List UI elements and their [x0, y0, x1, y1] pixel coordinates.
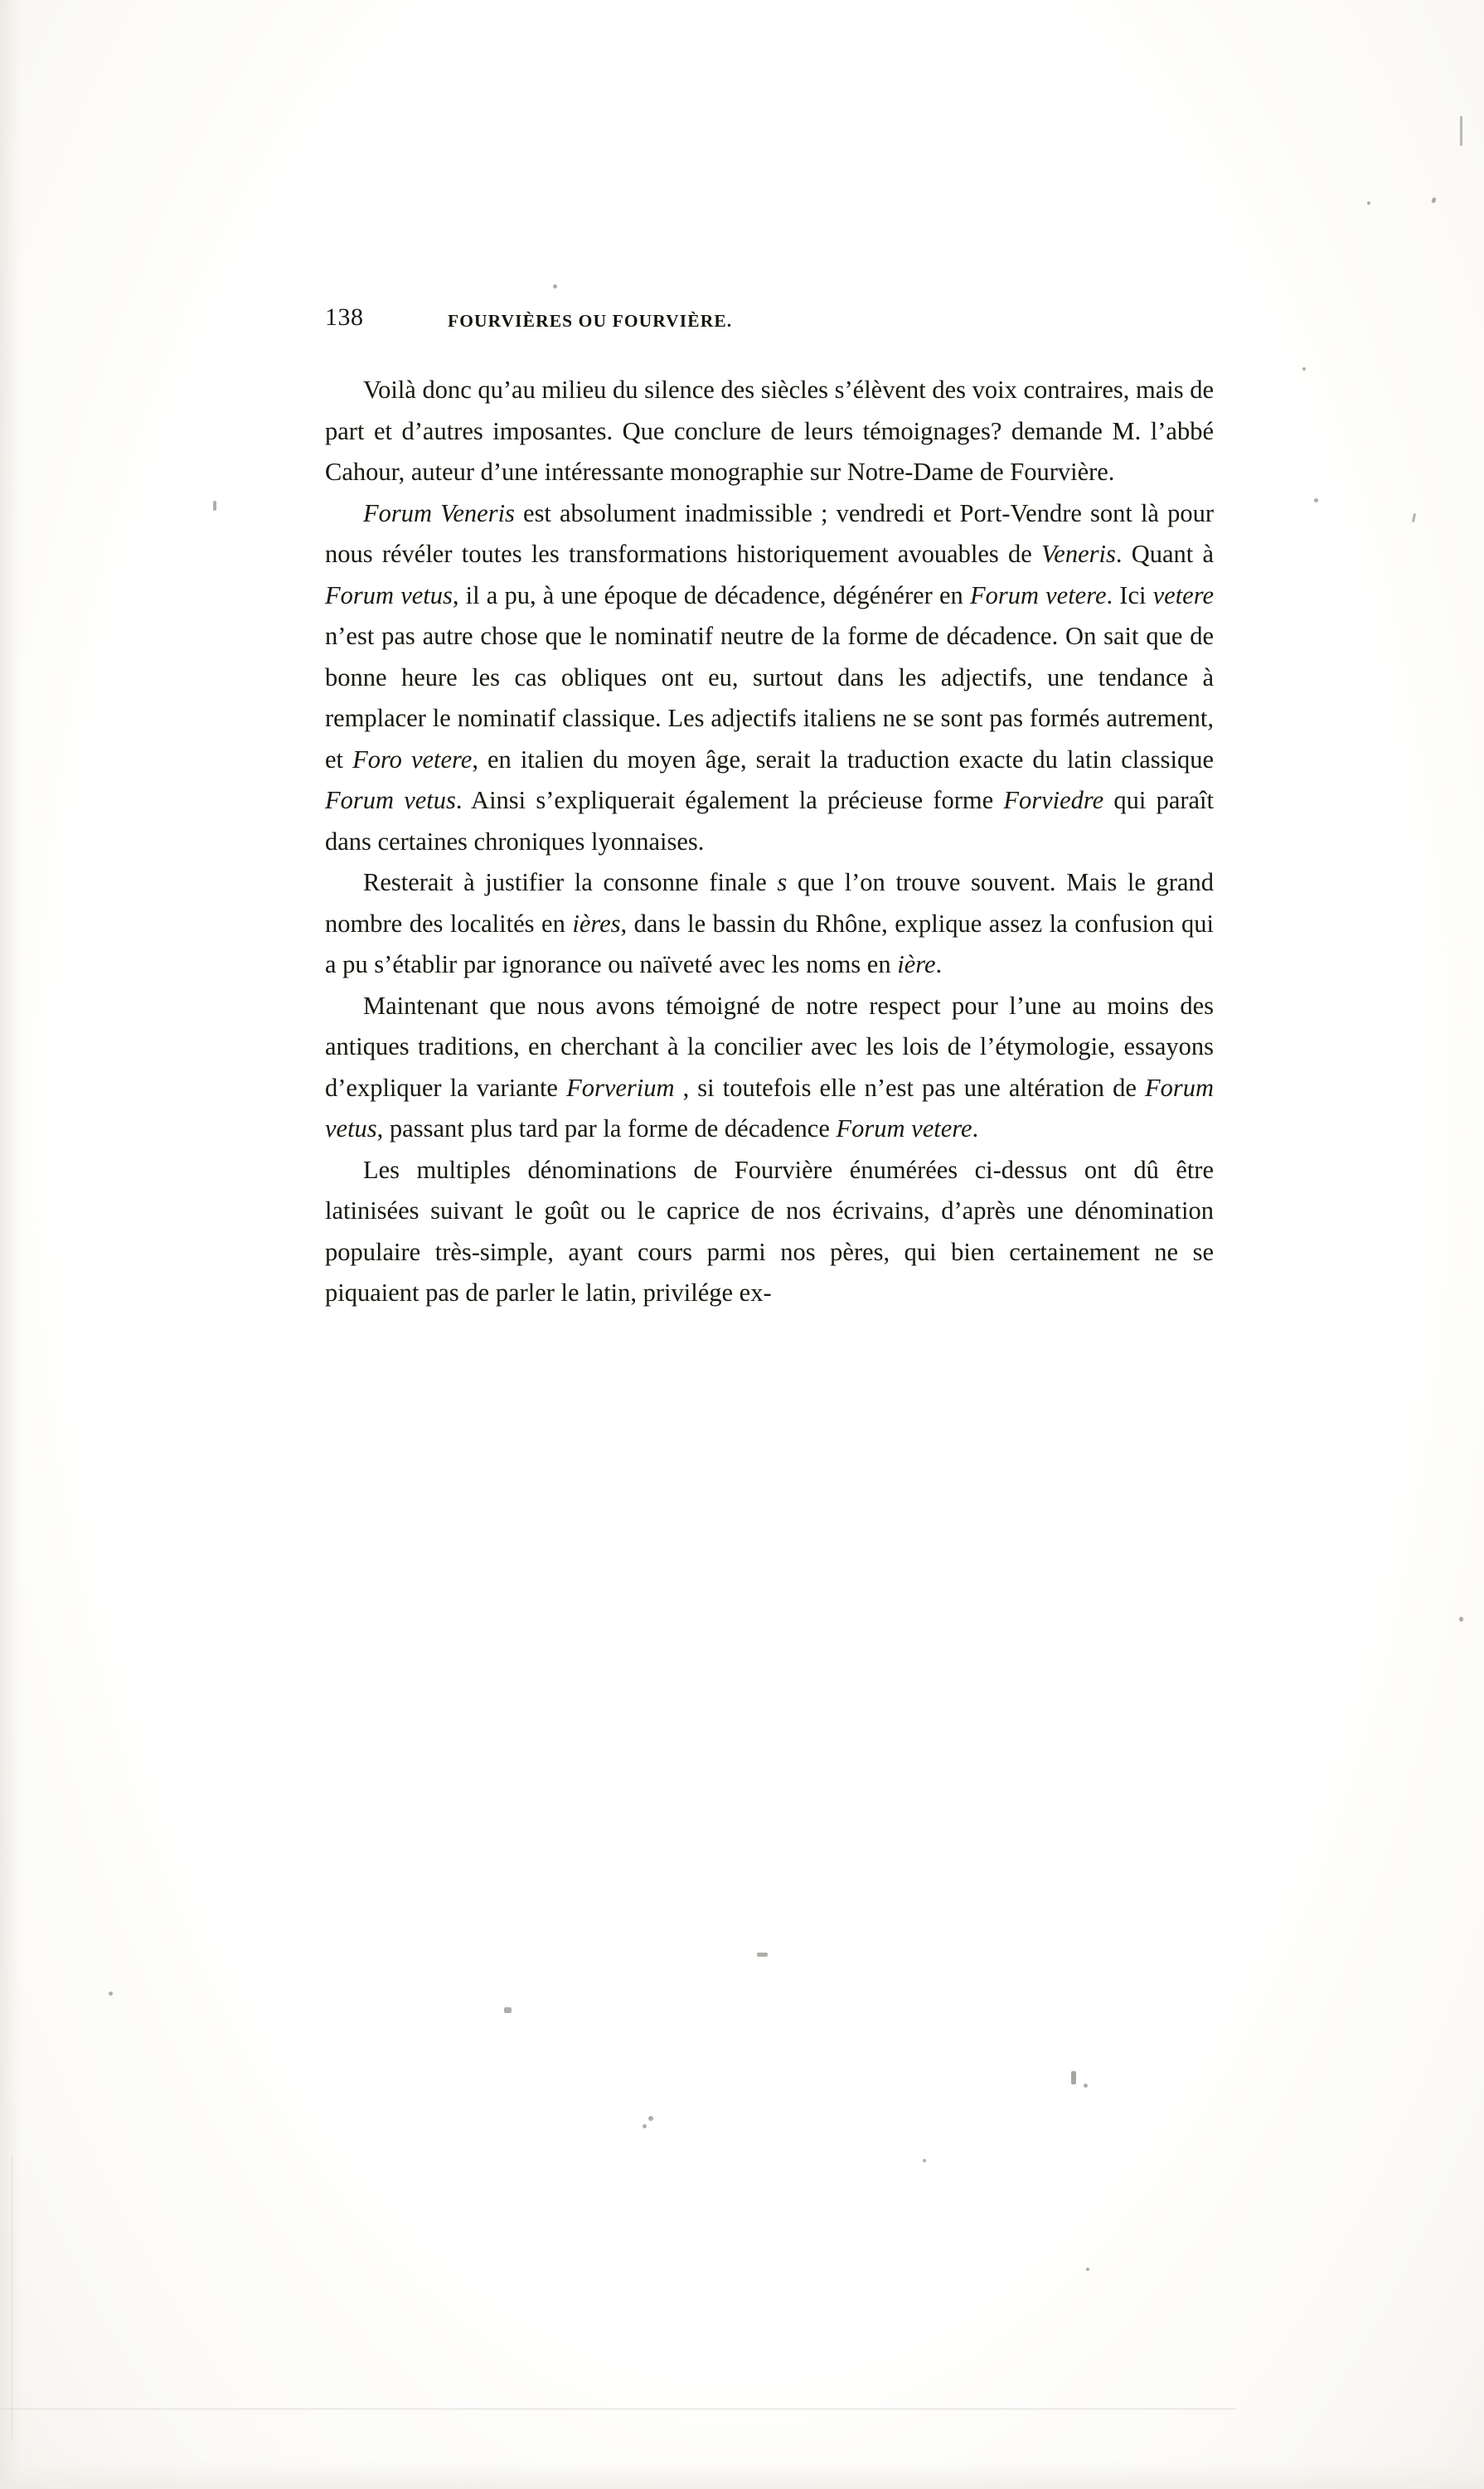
page-number: 138 — [325, 303, 364, 331]
scan-speck — [553, 284, 557, 289]
paragraph: Forum Veneris est absolument inadmissible ; vendredi et Port-Vendre sont là pour nous révéler toutes les transformations historiquement avouables de Veneris. Quant à Forum vetus, il a pu, à une époque de décadence, dégénérer en Forum vetere. Ici vetere n’est pas autre chose que le nominatif neutre de la forme de décadence. On sait que de bonne heure les cas obliques ont eu, surtout dans les adjectifs, une tendance à remplacer le nominatif classique. Les adjectifs italiens ne se sont pas formés autrement, et Foro vetere, en italien du moyen âge, serait la traduction exacte du latin classique Forum vetus. Ainsi s’expliquerait également la précieuse forme Forviedre qui paraît dans certaines chroniques lyonnaises. — [325, 498, 1215, 856]
scan-left-edge-shadow — [0, 0, 22, 2489]
scan-speck — [504, 2007, 512, 2013]
paragraph: Resterait à justifier la consonne finale s que l’on trouve souvent. Mais le grand nombre des localités en ières, dans le bassin du Rhône, explique assez la confusion qui a pu s’établir par ignorance ou naïveté avec les noms en ière. — [325, 868, 1214, 978]
paragraph: Voilà donc qu’au milieu du silence des siècles s’élèvent des voix contraires, mais de part et d’autres imposantes. Que conclure de leurs témoignages? demande M. l’abbé Cahour, auteur d’une intéressante monographie sur Notre-Dame de Fourvière. — [325, 376, 1214, 486]
running-head-title: FOURVIÈRES OU FOURVIÈRE. — [448, 311, 733, 331]
paragraph: Les multiples dénominations de Fourvière énumérées ci-dessus ont dû être latinisées suivant le goût ou le caprice de nos écrivains, d’après une dénomination populaire très-simple, ayant cours parmi nos pères, qui bien certainement ne se piquaient pas de parler le latin, privilége ex- — [325, 1155, 1214, 1307]
scan-speck — [1460, 116, 1462, 146]
scan-speck — [1367, 201, 1370, 205]
scan-speck — [1084, 2084, 1088, 2088]
scan-speck — [1071, 2071, 1076, 2084]
page-text-block — [325, 298, 1214, 1314]
scan-speck — [648, 2116, 653, 2121]
scan-speck — [213, 501, 216, 511]
scan-speck — [1302, 367, 1306, 371]
scan-speck — [1459, 1617, 1463, 1622]
scan-speck — [1086, 2268, 1089, 2271]
scan-speck — [923, 2159, 926, 2162]
scan-speck — [643, 2124, 647, 2128]
scan-speck — [1314, 498, 1318, 502]
running-head-line — [325, 298, 1214, 332]
scan-bottom-edge-shadow — [0, 2461, 1484, 2489]
paragraph: Maintenant que nous avons témoigné de notre respect pour l’une au moins des antiques traditions, en cherchant à la concilier avec les lois de l’étymologie, essayons d’expliquer la variante Forverium , si toutefois elle n’est pas une altération de Forum vetus, passant plus tard par la forme de décadence Forum vetere. — [325, 991, 1214, 1143]
scan-speck — [757, 1953, 768, 1957]
scan-speck — [109, 1992, 113, 1996]
